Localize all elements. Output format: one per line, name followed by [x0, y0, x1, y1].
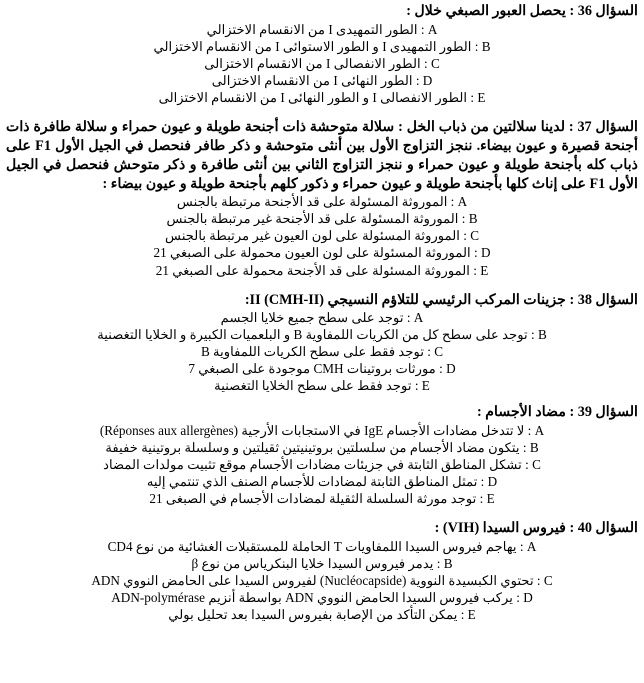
question-stem-37: السؤال 37 : لدينا سلالتين من ذباب الخل : سلالة متوحشة ذات أجنحة طويلة و عيون حمراء و سلالة طافرة ذات أجنحة قصيرة و عيون بيضاء. ننجز التزاوج الأول بين أنثى متوحشة و ذكر طافر فنحصل في الجيل الأول F1 على ذباب كله بأجنحة طويلة و عيون حمراء و ننجز التزاوج الثاني بين أنثى طافرة و ذكر متوحش فنحصل في الجيل الأول F1 على إناث كلها بأجنحة طويلة و عيون حمراء و ذكور كلهم بأجنحة طويلة و عيون بيضاء :: [6, 118, 638, 192]
option-item: [6, 210, 638, 227]
option-item: [6, 326, 638, 343]
option-item: [6, 456, 638, 473]
option-text: C : توجد فقط على سطح الكريات اللمفاوية B: [200, 344, 444, 360]
option-item: [6, 439, 638, 456]
option-item: [6, 72, 638, 89]
option-text: B : الطور التمهيدى I و الطور الاستوائى I من الانقسام الاختزالي: [153, 38, 491, 54]
option-text: A : لا تتدخل مضادات الأجسام IgE في الاستجابات الأرجية (Réponses aux allergènes): [99, 423, 545, 439]
question-block-37: [6, 118, 638, 279]
option-item: [6, 309, 638, 326]
question-title-39: السؤال 39 : مضاد الأجسام :: [477, 404, 638, 421]
option-text: D : تمثل المناطق الثابتة لمضادات للأجسام الصنف الذي تنتمي إليه: [146, 474, 498, 490]
option-item: [6, 422, 638, 439]
option-text: B : الموروثة المسئولة على قد الأجنحة غير مرتبطة بالجنس: [166, 211, 478, 227]
options-list-36: [6, 21, 638, 106]
section-spacer: [6, 281, 638, 291]
option-text: D : الطور النهائى I من الانقسام الاختزالى: [211, 72, 433, 88]
question-block-38: [6, 291, 638, 395]
option-text: C : تشكل المناطق الثابتة في جزيئات مضادات الأجسام موقع تثبيت مولدات المضاد: [103, 457, 541, 473]
options-list-39: [6, 422, 638, 507]
option-text: B : يدمر فيروس السيدا خلايا البنكرياس من نوع β: [191, 556, 453, 572]
option-item: [6, 193, 638, 210]
option-text: D : مورثات بروتينات CMH موجودة على الصبغي 7: [188, 361, 456, 377]
options-list-40: [6, 538, 638, 623]
option-text: C : الموروثة المسئولة على لون العيون غير مرتبطة بالجنس: [165, 228, 479, 244]
option-item: [6, 490, 638, 507]
option-text: C : تحتوي الكبسيدة النووية (Nucléocapside) لفيروس السيدا على الحامض النووي ADN: [91, 573, 553, 589]
option-text: A : الموروثة المسئولة على قد الأجنحة مرتبطة بالجنس: [176, 194, 468, 210]
option-text: E : الطور الانفصالى I و الطور النهائى I من الانقسام الاختزالى: [158, 89, 486, 105]
question-block-40: [6, 519, 638, 623]
option-item: [6, 589, 638, 606]
section-spacer: [6, 396, 638, 403]
option-item: [6, 89, 638, 106]
option-text: C : الطور الانفصالى I من الانقسام الاختزالى: [204, 55, 440, 71]
option-item: [6, 244, 638, 261]
option-item: [6, 262, 638, 279]
question-title-40: السؤال 40 : فيروس السيدا (VIH) :: [434, 520, 638, 537]
option-item: [6, 555, 638, 572]
option-text: E : توجد فقط على سطح الخلايا التغصنية: [214, 378, 430, 394]
option-item: [6, 538, 638, 555]
question-title-36: السؤال 36 : يحصل العبور الصبغي خلال :: [406, 3, 638, 19]
question-title-38: السؤال 38 : جزينات المركب الرئيسي للتلاؤم النسيجي II (CMH-II):: [244, 291, 638, 308]
option-item: [6, 21, 638, 38]
options-list-38: [6, 309, 638, 394]
option-item: [6, 38, 638, 55]
option-item: [6, 572, 638, 589]
option-text: B : توجد على سطح كل من الكريات اللمفاوية B و البلعميات الكبيرة و الخلايا التغصنية: [97, 327, 547, 343]
option-text: B : يتكون مضاد الأجسام من سلسلتين بروتينيتين ثقيلتين و وسلسلة بروتينية خفيفة: [105, 440, 539, 456]
section-spacer: [6, 509, 638, 519]
option-text: A : الطور التمهيدى I من الانقسام الاختزالي: [206, 21, 438, 37]
option-text: A : توجد على سطح جميع خلايا الجسم: [220, 310, 424, 326]
question-block-36: [6, 2, 638, 106]
option-item: [6, 377, 638, 394]
option-text: E : توجد مورثة السلسلة الثقيلة لمضادات الأجسام في الصبغى 21: [149, 491, 495, 507]
option-text: E : يمكن التأكد من الإصابة بفيروس السيدا بعد تحليل بولي: [168, 607, 476, 623]
option-text: D : يركب فيروس السيدا الحامض النووي ADN بواسطة أنزيم ADN-polymérase: [111, 590, 533, 606]
option-item: [6, 473, 638, 490]
option-text: E : الموروثة المسئولة على قد الأجنحة محمولة على الصبغي 21: [155, 262, 489, 278]
section-spacer: [6, 108, 638, 118]
option-text: D : الموروثة المسئولة على لون العيون محمولة على الصبغي 21: [153, 245, 491, 261]
question-block-39: [6, 403, 638, 507]
options-list-37: [6, 193, 638, 278]
option-text: A : يهاجم فيروس السيدا اللمفاويات T الحاملة للمستقبلات الغشائية من نوع CD4: [107, 539, 537, 555]
option-item: [6, 55, 638, 72]
option-item: [6, 606, 638, 623]
option-item: [6, 343, 638, 360]
option-item: [6, 227, 638, 244]
option-item: [6, 360, 638, 377]
